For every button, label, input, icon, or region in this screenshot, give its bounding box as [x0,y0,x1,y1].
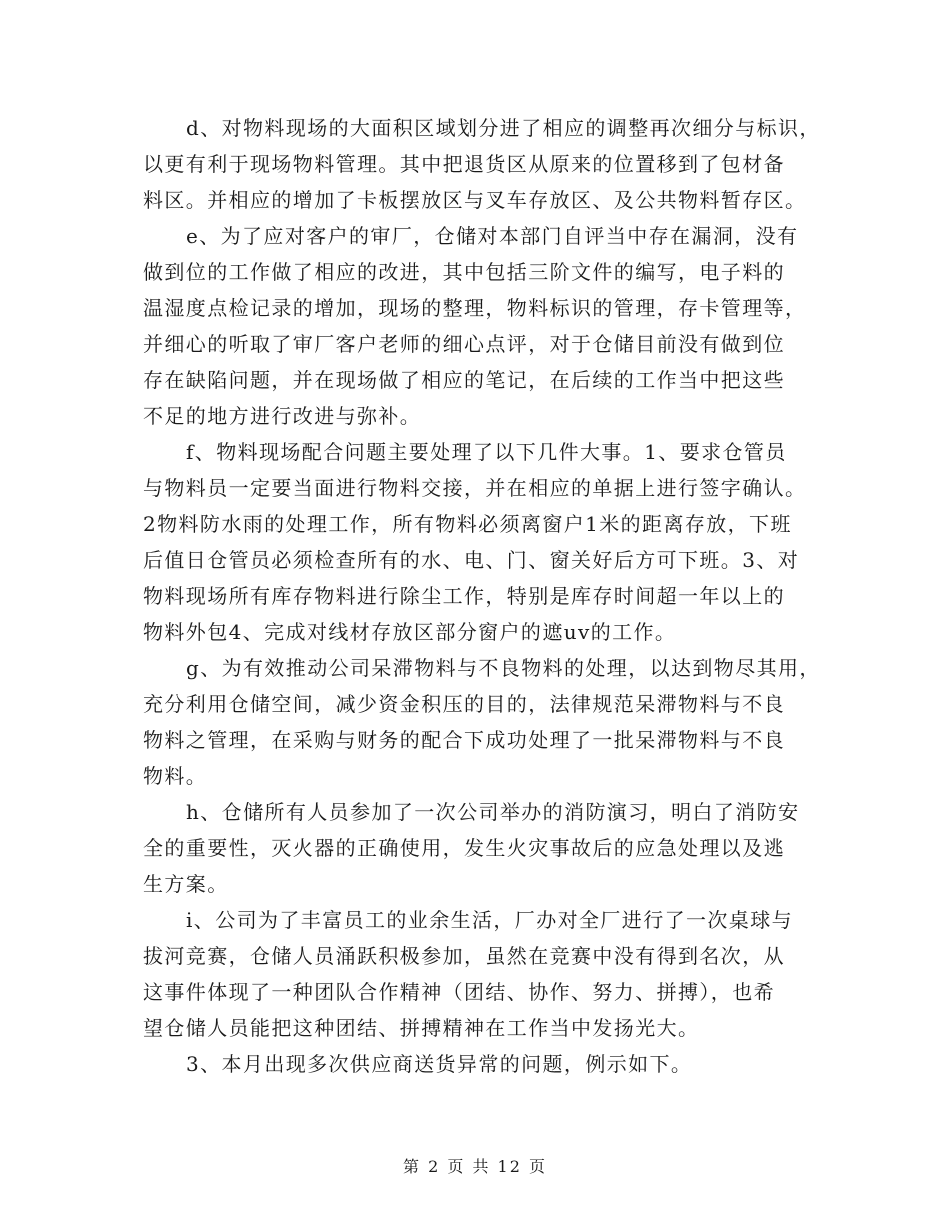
text-line: e、为了应对客户的审厂，仓储对本部门自评当中存在漏洞，没有 [186,224,799,248]
text-line: 物料之管理，在采购与财务的配合下成功处理了一批呆滞物料与不良 [143,728,785,752]
text-line: 后值日仓管员必须检查所有的水、电、门、窗关好后方可下班。3、对 [143,548,800,572]
text-line: 拔河竞赛，仓储人员涌跃积极参加，虽然在竞赛中没有得到名次，从 [143,944,785,968]
text-line: 以更有利于现场物料管理。其中把退货区从原来的位置移到了包材备 [143,152,785,176]
document-body [143,110,823,1082]
text-line: i、公司为了丰富员工的业余生活，厂办对全厂进行了一次桌球与 [186,908,793,932]
paragraph-i [143,902,823,1046]
text-line: 全的重要性，灭火器的正确使用，发生火灾事故后的应急处理以及逃 [143,836,785,860]
text-line: 生方案。 [143,872,229,896]
text-line: 3、本月出现多次供应商送货异常的问题，例示如下。 [186,1052,693,1076]
text-line: 并细心的听取了审厂客户老师的细心点评，对于仓储目前没有做到位 [143,332,785,356]
text-line: 物料外包4、完成对线材存放区部分窗户的遮uv的工作。 [143,620,677,644]
paragraph-h [143,794,823,902]
paragraph-g [143,650,823,794]
text-line: 望仓储人员能把这种团结、拼搏精神在工作当中发扬光大。 [143,1016,700,1040]
paragraph-d [143,110,823,218]
text-line: 2物料防水雨的处理工作，所有物料必须离窗户1米的距离存放，下班 [143,512,792,536]
text-line: f、物料现场配合问题主要处理了以下几件大事。1、要求仓管员 [186,440,787,464]
text-line: 不足的地方进行改进与弥补。 [143,404,422,428]
paragraph-f [143,434,823,650]
text-line: 温湿度点检记录的增加，现场的整理，物料标识的管理，存卡管理等， [143,296,807,320]
text-line: d、对物料现场的大面积区域划分进了相应的调整再次细分与标识， [186,116,821,140]
text-line: 存在缺陷问题，并在现场做了相应的笔记，在后续的工作当中把这些 [143,368,785,392]
text-line: 充分利用仓储空间，减少资金积压的目的，法律规范呆滞物料与不良 [143,692,785,716]
text-line: h、仓储所有人员参加了一次公司举办的消防演习，明白了消防安 [186,800,800,824]
paragraph-e [143,218,823,434]
text-line: 料区。并相应的增加了卡板摆放区与叉车存放区、及公共物料暂存区。 [143,188,807,212]
page-number-footer: 第 2 页 共 12 页 [403,1157,547,1176]
text-line: g、为有效推动公司呆滞物料与不良物料的处理，以达到物尽其用， [186,656,821,680]
text-line: 做到位的工作做了相应的改进，其中包括三阶文件的编写，电子料的 [143,260,785,284]
text-line: 与物料员一定要当面进行物料交接，并在相应的单据上进行签字确认。 [143,476,807,500]
text-line: 物料。 [143,764,208,788]
text-line: 这事件体现了一种团队合作精神（团结、协作、努力、拼搏），也希 [143,980,775,1004]
paragraph-3 [143,1046,823,1082]
text-line: 物料现场所有库存物料进行除尘工作，特别是库存时间超一年以上的 [143,584,785,608]
